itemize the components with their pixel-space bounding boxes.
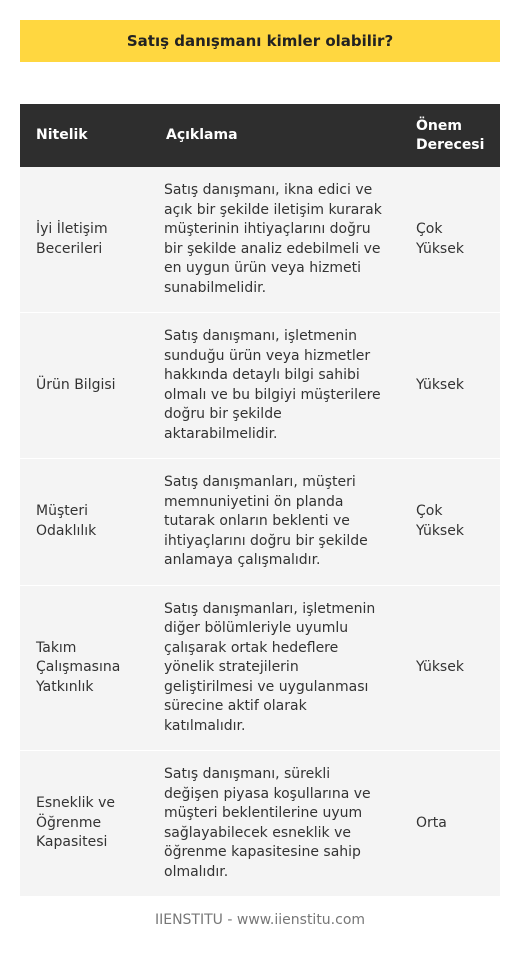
header-onem: Önem Derecesi <box>416 117 485 153</box>
cell-onem: Yüksek <box>400 585 500 751</box>
title-banner <box>20 20 500 62</box>
cell-aciklama: Satış danışmanı, ikna edici ve açık bir şekilde iletişim kurarak müşterinin ihtiyaçlarını doğru bir şekilde analiz edebilmeli ve en uygun ürün veya hizmeti sunabilmelidir. <box>164 182 382 296</box>
table-row <box>20 167 500 313</box>
header-aciklama: Açıklama <box>166 127 238 143</box>
cell-nitelik: Ürün Bilgisi <box>20 313 150 459</box>
page-title: Satış danışmanı kimler olabilir? <box>126 32 394 50</box>
cell-onem: Çok Yüksek <box>400 459 500 586</box>
table-row <box>20 459 500 586</box>
table-header-row <box>20 104 500 167</box>
cell-aciklama: Satış danışmanları, müşteri memnuniyetini ön planda tutarak onların beklenti ve ihtiyaçlarını doğru bir şekilde anlamaya çalışmalıdır. <box>150 459 400 586</box>
cell-aciklama: Satış danışmanı, sürekli değişen piyasa koşullarına ve müşteri beklentilerine uyum sağlayabilecek esneklik ve öğrenme kapasitesine sahip olmalıdır. <box>150 751 400 897</box>
cell-nitelik: Müşteri Odaklılık <box>20 459 150 586</box>
cell-nitelik: Takım Çalışmasına Yatkınlık <box>20 585 150 751</box>
cell-nitelik: Esneklik ve Öğrenme Kapasitesi <box>20 751 150 897</box>
cell-onem: Çok Yüksek <box>416 221 464 257</box>
footer-credit: IIENSTITU - www.iienstitu.com <box>154 912 366 928</box>
cell-aciklama: Satış danışmanı, işletmenin sunduğu ürün veya hizmetler hakkında detaylı bilgi sahibi olmalı ve bu bilgiyi müşterilere doğru bir şekilde aktarabilmelidir. <box>150 313 400 459</box>
cell-nitelik: İyi İletişim Becerileri <box>36 221 108 257</box>
table-row <box>20 585 500 751</box>
header-nitelik: Nitelik <box>36 127 88 143</box>
table-row <box>20 313 500 459</box>
table-row <box>20 751 500 897</box>
cell-aciklama: Satış danışmanları, işletmenin diğer bölümleriyle uyumlu çalışarak ortak hedeflere yönelik stratejilerin geliştirilmesi ve uygulanması sürecine aktif olarak katılmalıdır. <box>150 585 400 751</box>
criteria-table <box>20 104 500 896</box>
cell-onem: Yüksek <box>400 313 500 459</box>
cell-onem: Orta <box>400 751 500 897</box>
